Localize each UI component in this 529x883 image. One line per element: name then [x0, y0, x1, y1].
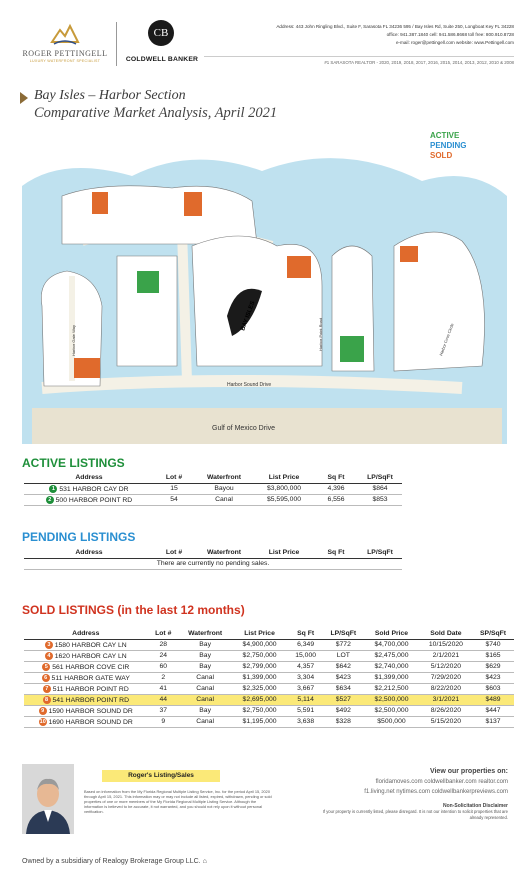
peninsula-center [192, 236, 322, 366]
sold-lot [287, 256, 311, 278]
col-waterfront: Waterfront [206, 473, 242, 481]
harbor-point-label: Harbor Point Road [318, 317, 323, 351]
gulf-road-label: Gulf of Mexico Drive [212, 425, 276, 432]
marker-9: 9 [39, 707, 47, 715]
col-waterfront: Waterfront [206, 548, 242, 556]
ownership-note: Owned by a subsidiary of Realogy Brokerage Group LLC. ⌂ [22, 858, 207, 865]
table-header [24, 547, 402, 558]
listing-badge: Roger's Listing/Sales [102, 770, 220, 782]
sold-lot [400, 246, 418, 262]
links-row-1: floridamoves.com coldwellbanker.com realtor.com [375, 779, 508, 785]
table-row: 7 511 HARBOR POINT RD 41 Canal $2,325,000 3,667 $634 $2,212,500 8/22/2020 $603 [24, 683, 514, 694]
col-address: Address [75, 473, 103, 481]
table-row: 5 561 HARBOR COVE CIR 60 Bay $2,799,000 4,357 $642 $2,740,000 5/12/2020 $629 [24, 661, 514, 672]
sold-lot [184, 192, 202, 216]
table-row: 9 1590 HARBOR SOUND DR 37 Bay $2,750,000 5,591 $492 $2,500,000 8/26/2020 $447 [24, 705, 514, 716]
col-sold-date: Sold Date [430, 629, 462, 637]
agent-portrait-icon [22, 764, 74, 834]
mls-disclaimer: Based on information from the My Florida Regional Multiple Listing Service, Inc. for the period April 15, 2020 through April 15, 2021. This information may or may not include all listed, expired, withdrawn, pending or sold properties of one or more members of the My Florida Regional Multiple Listing Service. Although the information is believed to be accurate, it not warranted, and you should not rely upon it without personal verification. [84, 789, 272, 814]
links-row-2: f1.living.net nytimes.com coldwellbankerpreviews.com [364, 789, 508, 795]
triangle-bullet-icon [20, 92, 28, 104]
col-list-price: List Price [268, 548, 300, 556]
table-header [24, 472, 402, 483]
marker-10: 10 [39, 718, 46, 725]
non-solicitation-title: Non-Solicitation Disclaimer [442, 803, 508, 809]
peninsula-left [41, 271, 102, 386]
col-list-price: List Price [244, 629, 275, 637]
marker-4: 4 [45, 652, 53, 660]
col-waterfront: Waterfront [188, 629, 223, 637]
address-line: Address: 443 John Ringling Blvd., Suite F, Sarasota FL 34236 595 / Bay Isles Rd, Suite 250, Longboat Key FL 34228 [276, 24, 514, 29]
legend-pending: PENDING [430, 141, 467, 150]
active-lot [340, 336, 364, 362]
non-solicitation-text: If your property is currently listed, please disregard. It is not our intention to solicit properties that are already represented. [322, 809, 508, 820]
table-row: 3 1580 HARBOR CAY LN 28 Bay $4,900,000 6,349 $772 $4,700,000 10/15/2020 $740 [24, 639, 514, 650]
legend-sold: SOLD [430, 151, 453, 160]
email-line: e-mail: roger@pettingell.com website: www.Pettingell.com [395, 40, 514, 45]
table-row: 6 511 HARBOR GATE WAY 2 Canal $1,399,000 3,304 $423 $1,399,000 7/29/2020 $423 [24, 672, 514, 683]
pending-heading: PENDING LISTINGS [22, 530, 136, 544]
marker-1: 1 [49, 485, 57, 493]
col-address: Address [75, 548, 103, 556]
marker-6: 6 [42, 674, 50, 682]
col-lot: Lot # [155, 629, 172, 637]
col-list-price: List Price [268, 473, 300, 481]
page-title: Bay Isles – Harbor Section [34, 88, 186, 103]
mountain-logo-icon [50, 20, 80, 46]
col-sold-price: Sold Price [374, 629, 409, 637]
col-lp-sqft: LP/SqFt [330, 629, 357, 637]
central-block [117, 256, 177, 366]
north-block [62, 186, 257, 244]
table-row: 10 1690 HARBOR SOUND DR 9 Canal $1,195,000 3,638 $328 $500,000 5/15/2020 $137 [24, 716, 514, 727]
sold-table [24, 628, 514, 728]
marker-8: 8 [43, 696, 51, 704]
active-lot [137, 271, 159, 293]
active-table [24, 472, 402, 506]
marker-2: 2 [46, 496, 54, 504]
sold-lot [92, 192, 108, 214]
coldwell-banker-logo [122, 18, 202, 72]
col-sp-sqft: SP/SqFt [480, 629, 507, 637]
pending-table [24, 547, 402, 570]
table-row: 2 500 HARBOR POINT RD 54 Canal $5,595,000 6,556 $853 [24, 494, 402, 505]
map-legend [430, 131, 466, 161]
col-lp-sqft: LP/SqFt [367, 548, 393, 556]
agent-photo [22, 764, 74, 834]
table-row: 1 531 HARBOR CAY DR 15 Bayou $3,800,000 4,396 $864 [24, 483, 402, 494]
table-header [24, 628, 514, 639]
col-sqft: Sq Ft [327, 473, 345, 481]
phone-line: office: 941.387.1840 cell: 941.586.8668 toll free: 800.910.8728 [386, 32, 514, 37]
page-subtitle: Comparative Market Analysis, April 2021 [34, 105, 278, 121]
col-sqft: Sq Ft [327, 548, 345, 556]
cb-name: COLDWELL BANKER [125, 56, 199, 63]
table-row-highlighted: 8 541 HARBOR POINT RD 44 Canal $2,695,000 5,114 $527 $2,500,000 3/1/2021 $489 [24, 694, 514, 705]
view-properties-title: View our properties on: [429, 768, 508, 775]
awards-line: #1 SARASOTA REALTOR - 2020, 2019, 2018, 2017, 2016, 2015, 2014, 2013, 2012, 2010 & 2008 [204, 56, 514, 65]
legend-active: ACTIVE [430, 131, 460, 140]
roger-pettingell-logo [20, 18, 110, 72]
harbor-cove-label: Harbor Cove Circle [438, 322, 455, 357]
pending-empty: There are currently no pending sales. [156, 560, 270, 567]
equal-housing-icon: ⌂ [202, 858, 207, 865]
header [0, 0, 529, 80]
marker-3: 3 [45, 641, 53, 649]
bay-isles-label: BAY ISLES [240, 300, 257, 332]
harbor-cay-drive [182, 231, 187, 381]
harbor-sound-label: Harbor Sound Drive [227, 382, 272, 388]
site-map [22, 126, 507, 444]
col-address: Address [72, 629, 100, 637]
footer [22, 764, 508, 860]
col-sqft: Sq Ft [297, 629, 315, 637]
harbor-gate-label: Harbor Gate Way [71, 325, 76, 356]
active-heading: ACTIVE LISTINGS [22, 456, 125, 470]
property-links [314, 777, 508, 797]
col-lot: Lot # [165, 473, 183, 481]
sold-heading: SOLD LISTINGS (in the last 12 months) [22, 603, 245, 617]
col-lp-sqft: LP/SqFt [367, 473, 393, 481]
marker-5: 5 [42, 663, 50, 671]
table-row [24, 558, 402, 569]
logo-divider [116, 22, 117, 66]
contact-info [204, 23, 514, 47]
table-row: 4 1620 HARBOR CAY LN 24 Bay $2,750,000 15,000 LOT $2,475,000 2/1/2021 $165 [24, 650, 514, 661]
peninsula-right [318, 232, 485, 371]
logo-subtitle: LUXURY WATERFRONT SPECIALIST [29, 59, 101, 63]
logo-name: ROGER PETTINGELL [22, 49, 108, 58]
view-properties [314, 768, 508, 820]
cb-mark-icon: CB [148, 20, 174, 46]
marker-7: 7 [43, 685, 51, 693]
col-lot: Lot # [165, 548, 183, 556]
sold-lot [74, 358, 100, 378]
